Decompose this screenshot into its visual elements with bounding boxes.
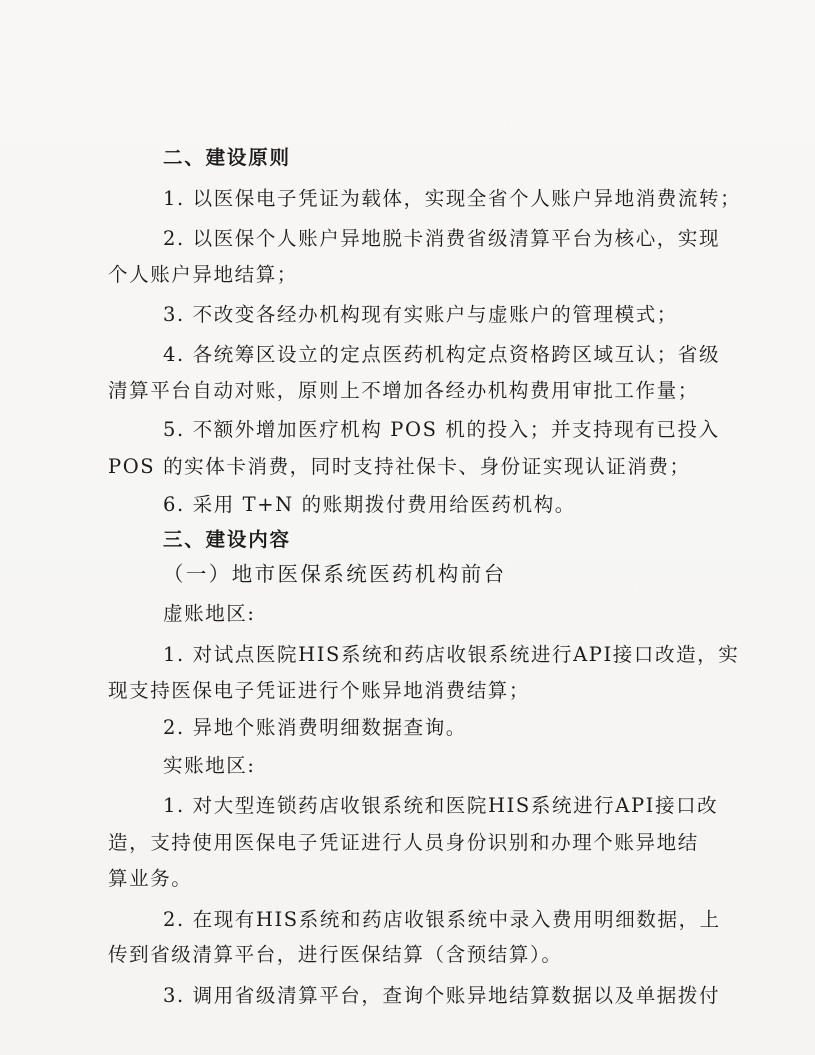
real-item-3: 3. 调用省级清算平台，查询个账异地结算数据以及单据拨付 [163,984,721,1007]
real-area-label: 实账地区: [163,754,256,777]
virtual-item-1: 1. 对试点医院HIS系统和药店收银系统进行API接口改造，实 [163,643,740,666]
principle-item-4-cont: 清算平台自动对账，原则上不增加各经办机构费用审批工作量； [108,379,699,402]
real-item-1-cont-2: 算业务。 [108,867,193,890]
principle-item-4: 4. 各统筹区设立的定点医药机构定点资格跨区域互认；省级 [163,343,721,366]
virtual-item-2: 2. 异地个账消费明细数据查询。 [163,716,467,739]
principle-item-2-cont: 个人账户异地结算； [108,263,298,286]
principle-item-5: 5. 不额外增加医疗机构 POS 机的投入；并支持现有已投入 [163,418,720,441]
virtual-area-label: 虚账地区: [163,602,256,625]
principle-item-1: 1. 以医保电子凭证为载体，实现全省个人账户异地消费流转； [163,187,742,210]
principle-item-6: 6. 采用 T+N 的账期拨付费用给医药机构。 [163,493,576,516]
section-two-heading: 二、建设原则 [163,146,291,169]
real-item-1-cont: 造，支持使用医保电子凭证进行人员身份识别和办理个账异地结 [108,831,699,854]
virtual-item-1-cont: 现支持医保电子凭证进行个账异地消费结算； [108,679,531,702]
principle-item-5-cont: POS 的实体卡消费，同时支持社保卡、身份证实现认证消费； [108,455,691,478]
section-three-heading: 三、建设内容 [163,528,291,551]
real-item-1: 1. 对大型连锁药店收银系统和医院HIS系统进行API接口改 [163,794,719,817]
real-item-2-cont: 传到省级清算平台，进行医保结算（含预结算）。 [108,943,563,966]
real-item-2: 2. 在现有HIS系统和药店收银系统中录入费用明细数据，上 [163,908,721,931]
principle-item-2: 2. 以医保个人账户异地脱卡消费省级清算平台为核心，实现 [163,227,721,250]
subsection-one-heading: （一）地市医保系统医药机构前台 [163,562,507,586]
principle-item-3: 3. 不改变各经办机构现有实账户与虚账户的管理模式； [163,303,678,326]
